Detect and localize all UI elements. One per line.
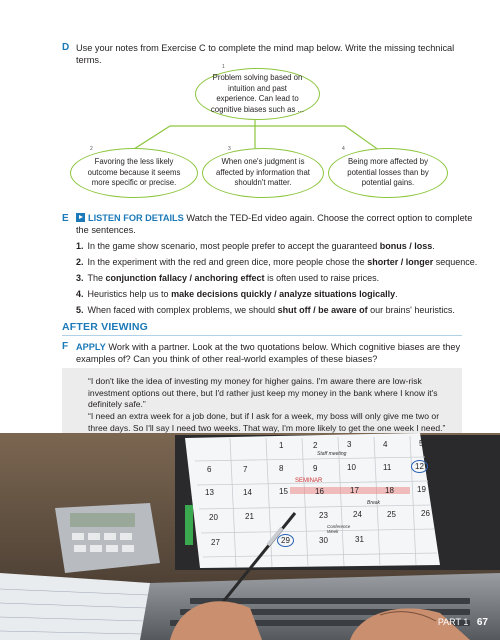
section-f-instruction-block [76, 341, 476, 365]
quotation-1: “I don't like the idea of investing my money for higher gains. I'm aware there are low-risk investment options out there, but I'd rather just keep my money in the bank where I know it's definitely safe.” [88, 376, 438, 409]
item-text: The [87, 273, 106, 283]
section-e-letter: E [62, 213, 69, 224]
calendar-day: 23 [319, 511, 328, 520]
calendar-day: 9 [313, 464, 318, 473]
calendar-day: 27 [211, 538, 220, 547]
item-number: 5. [76, 305, 84, 315]
page-number: 67 [476, 617, 488, 628]
list-item [76, 288, 398, 300]
item-text-end: sequence. [433, 257, 478, 267]
mind-map-node-middle [202, 148, 324, 198]
item-text: When faced with complex problems, we should [87, 305, 278, 315]
item-text: In the experiment with the red and green dice, more people chose the [87, 257, 368, 267]
section-d-letter: D [62, 42, 70, 53]
calendar-laptop-photo [0, 433, 500, 640]
section-e-instruction: Watch the TED-Ed video again. Choose the correct option to complete the sentences. [76, 213, 473, 235]
mind-map-top-text: Problem solving based on intuition and past experience. Can lead to cognitive biases such as ... [210, 73, 305, 114]
mind-map-number-4: 4 [342, 146, 345, 152]
calendar-day: 1 [279, 441, 284, 450]
calendar [195, 438, 435, 568]
section-e-heading: LISTEN FOR DETAILS [88, 213, 184, 223]
calendar-day: 19 [417, 485, 426, 494]
quotation-2: “I need an extra week for a job done, but if I ask for a week, my boss will only give me two or three days. So I'll say I need two weeks. That way, I'm more likely to get the one week I need.” [88, 411, 446, 433]
calendar-note: Conference Week [327, 524, 351, 534]
item-options[interactable]: shut off / be aware of [277, 305, 368, 315]
mind-map-number-3: 3 [228, 146, 231, 152]
item-text-end: our brains' heuristics. [367, 305, 455, 315]
calendar-day: 25 [387, 510, 396, 519]
calendar-day: 21 [245, 512, 254, 521]
calendar-note: Break [367, 500, 381, 506]
item-number: 2. [76, 257, 84, 267]
calendar-day: 6 [207, 465, 212, 474]
mind-map-right-text: Being more affected by potential losses than by potential gains. [347, 157, 429, 188]
section-f-letter: F [62, 341, 69, 352]
item-text: Heuristics help us to [87, 289, 172, 299]
item-text-end: . [432, 241, 435, 251]
calendar-day: 24 [353, 510, 362, 519]
calendar-day: 10 [347, 463, 356, 472]
mind-map-number-2: 2 [90, 146, 93, 152]
calendar-day: 31 [355, 535, 364, 544]
section-d-instruction: Use your notes from Exercise C to complete the mind map below. Write the missing technical terms. [76, 43, 455, 65]
calendar-day: 5 [419, 439, 424, 448]
item-options[interactable]: bonus / loss [379, 241, 433, 251]
calendar-day: 8 [279, 464, 284, 473]
calendar-day: 13 [205, 488, 214, 497]
calendar-day: 16 [315, 487, 324, 496]
mind-map-number-1: 1 [222, 64, 225, 70]
item-number: 1. [76, 241, 84, 251]
item-text-end: . [395, 289, 398, 299]
calendar-day: 15 [279, 487, 288, 496]
calendar-day: 7 [243, 465, 248, 474]
calendar-day-circled: 12 [411, 460, 428, 473]
mind-map-node-right [328, 148, 448, 198]
item-text-end: is often used to raise prices. [264, 273, 380, 283]
after-viewing-heading: AFTER VIEWING [62, 321, 149, 333]
mind-map-node-left [70, 148, 198, 198]
item-text: In the game show scenario, most people prefer to accept the guaranteed [87, 241, 380, 251]
calendar-day: 20 [209, 513, 218, 522]
calendar-note: SEMINAR [295, 478, 323, 484]
calendar-day: 18 [385, 486, 394, 495]
video-play-icon [76, 213, 85, 222]
calendar-day: 4 [383, 440, 388, 449]
section-divider [62, 335, 462, 336]
calendar-day: 2 [313, 441, 318, 450]
mind-map-middle-text: When one's judgment is affected by information that shouldn't matter. [216, 157, 310, 188]
item-number: 3. [76, 273, 84, 283]
calendar-day: 3 [347, 440, 352, 449]
item-options[interactable]: conjunction fallacy / anchoring effect [105, 273, 265, 283]
mind-map-left-text: Favoring the less likely outcome because it seems more specific or precise. [87, 157, 181, 188]
section-e-instruction-block [76, 212, 476, 236]
list-item [76, 272, 379, 284]
calendar-note: Staff meeting [317, 451, 347, 457]
part-label: PART 1 [437, 617, 469, 627]
calendar-day-circled: 29 [277, 534, 294, 547]
section-f-instruction: Work with a partner. Look at the two quotations below. Which cognitive biases are they examples of? Can you think of other real-world examples of these biases? [76, 342, 461, 364]
list-item [76, 256, 477, 268]
list-item [76, 240, 435, 252]
item-options[interactable]: make decisions quickly / analyze situations logically [171, 289, 396, 299]
item-number: 4. [76, 289, 84, 299]
calendar-day: 17 [350, 486, 359, 495]
section-f-heading: APPLY [76, 342, 106, 352]
page-footer [438, 617, 488, 628]
item-options[interactable]: shorter / longer [367, 257, 434, 267]
calendar-day: 11 [383, 463, 392, 472]
mind-map-node-top [195, 68, 320, 120]
calendar-day: 14 [243, 488, 252, 497]
list-item [76, 304, 455, 316]
calendar-day: 30 [319, 536, 328, 545]
calendar-day: 26 [421, 509, 430, 518]
